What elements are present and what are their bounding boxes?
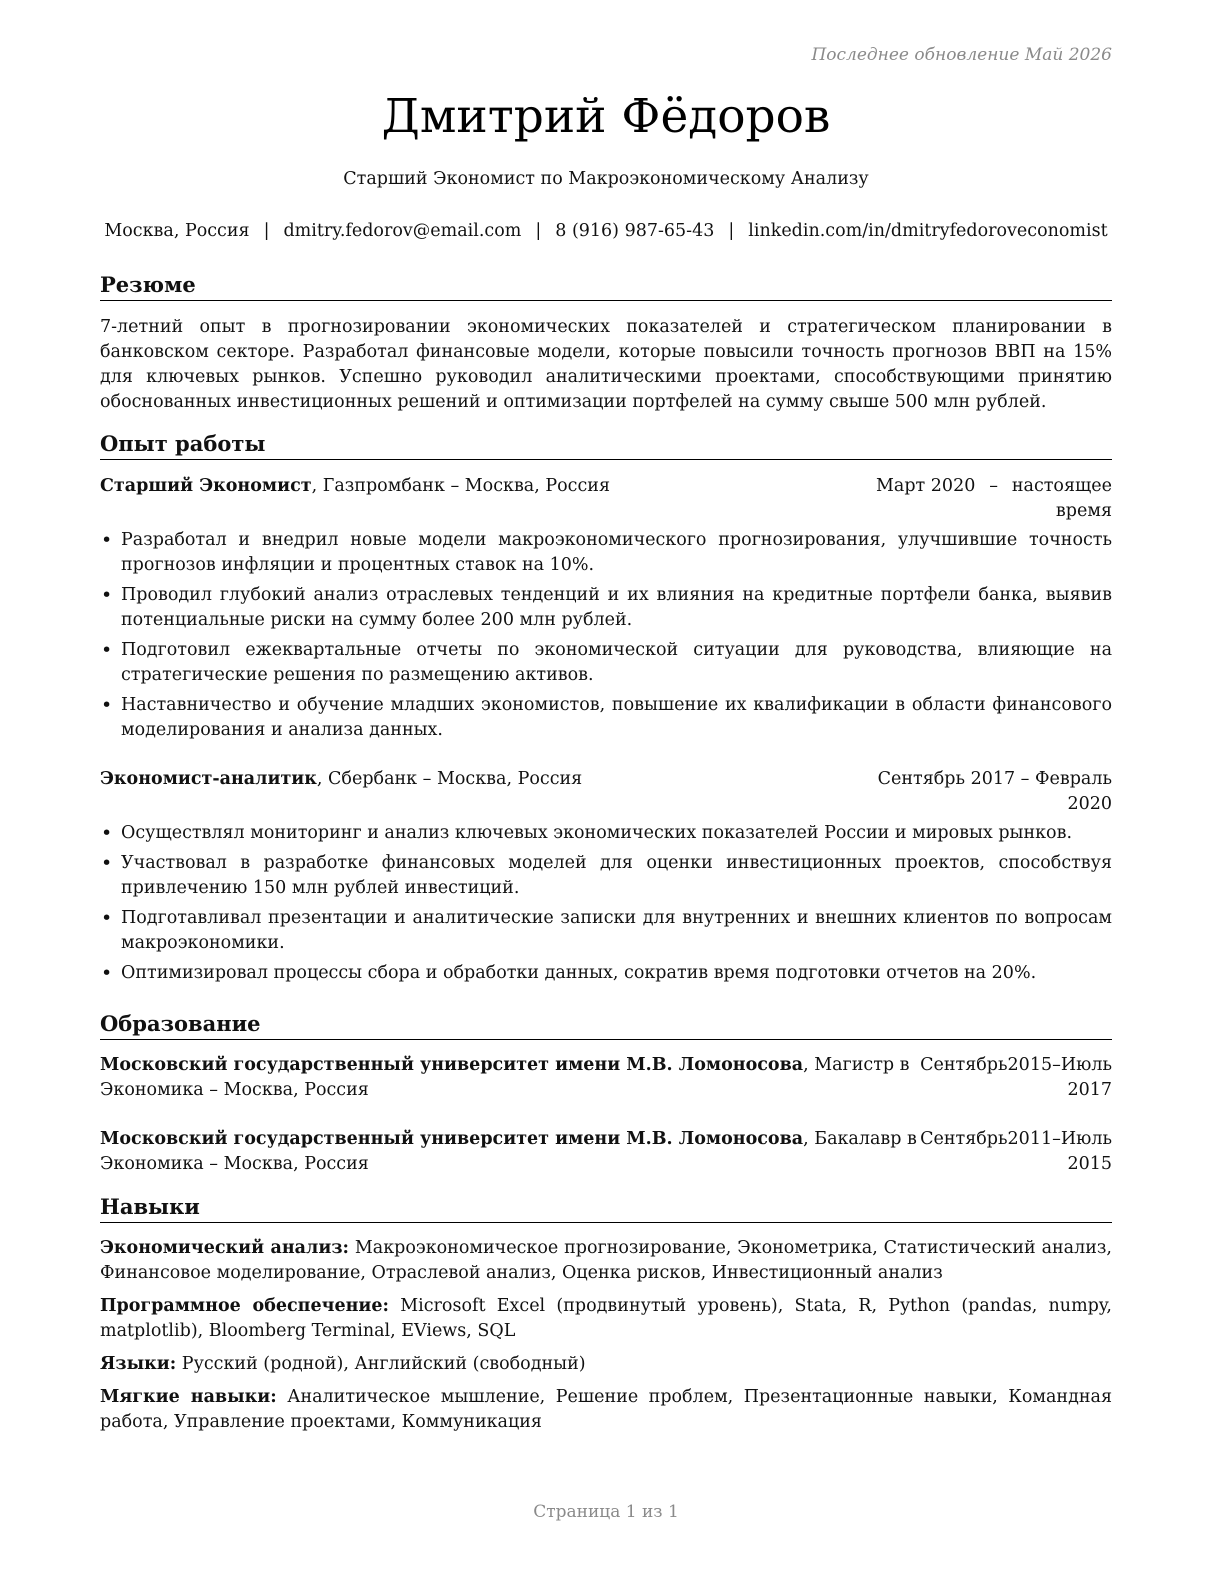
education-date-part: Июль bbox=[1060, 1129, 1112, 1149]
skill-text: Microsoft Excel (продвинутый уровень), Stata, R, Python (pandas, numpy, matplotlib), Bloomberg Terminal, EViews, SQL bbox=[100, 1296, 1112, 1341]
education-institution bbox=[100, 1127, 920, 1177]
job-header bbox=[100, 474, 1112, 524]
job-bullets bbox=[100, 821, 1112, 986]
summary-text: 7-летний опыт в прогнозировании экономических показателей и стратегическом планировании в банковском секторе. Разработал финансовые модели, которые повысили точность прогнозов ВВП на 15% для ключевых рынков. Успешно руководил аналитическими проектами, способствующими принятию обоснованных инвестиционных решений и оптимизации портфелей на сумму свыше 500 млн рублей. bbox=[100, 317, 1112, 412]
skill-item bbox=[100, 1294, 1112, 1344]
job-bullet: • Проводил глубокий анализ отраслевых тенденций и их влияния на кредитные портфели банка, выявив потенциальные риски на сумму более 200 млн рублей. bbox=[100, 583, 1112, 633]
skill-text: Макроэкономическое прогнозирование, Эконометрика, Статистический анализ, Финансовое моделирование, Отраслевой анализ, Оценка рисков, Инвестиционный анализ bbox=[100, 1238, 1112, 1283]
job-entry bbox=[100, 474, 1112, 748]
contact-location: Москва, Россия bbox=[104, 221, 250, 241]
contact-email[interactable]: dmitry.fedorov@email.com bbox=[283, 221, 522, 241]
education-entry bbox=[100, 1127, 1112, 1177]
summary-heading: Резюме bbox=[100, 271, 1112, 301]
education-entry bbox=[100, 1053, 1112, 1103]
job-bullet: • Участвовал в разработке финансовых моделей для оценки инвестиционных проектов, способствуя привлечению 150 млн рублей инвестиций. bbox=[100, 851, 1112, 901]
job-bullet: • Подготовил ежеквартальные отчеты по экономической ситуации для руководства, влияющие на стратегические решения по размещению активов. bbox=[100, 638, 1112, 688]
education-date-part: Сентябрь bbox=[920, 1055, 1008, 1075]
skill-item bbox=[100, 1385, 1112, 1435]
education-school: Московский государственный университет имени М.В. Ломоносова bbox=[100, 1129, 804, 1149]
skill-label: Языки: bbox=[100, 1354, 177, 1374]
job-position bbox=[100, 767, 876, 792]
job-date-start: Март 2020 bbox=[876, 476, 976, 496]
job-bullets bbox=[100, 528, 1112, 743]
job-bullet: • Подготавливал презентации и аналитические записки для внутренних и внешних клиентов по вопросам макроэкономики. bbox=[100, 906, 1112, 956]
job-date-end: настоящее bbox=[1011, 476, 1112, 496]
skill-text: Аналитическое мышление, Решение проблем, Презентационные навыки, Командная работа, Управление проектами, Коммуникация bbox=[100, 1387, 1112, 1432]
job-bullet: • Разработал и внедрил новые модели макроэкономического прогнозирования, улучшившие точность прогнозов инфляции и процентных ставок на 10%. bbox=[100, 528, 1112, 578]
education-date-end: 2015 bbox=[1067, 1154, 1112, 1174]
skills-list bbox=[100, 1236, 1112, 1443]
job-dates bbox=[876, 767, 1112, 817]
education-date-part: – bbox=[1052, 1129, 1061, 1149]
contact-line bbox=[96, 219, 1116, 244]
education-date-part: 2015 bbox=[1007, 1055, 1053, 1075]
education-date-end: 2017 bbox=[1067, 1080, 1112, 1100]
education-date-part: – bbox=[1052, 1055, 1061, 1075]
resume-page bbox=[100, 0, 1112, 1584]
contact-linkedin[interactable]: linkedin.com/in/dmitryfedoroveconomist bbox=[748, 221, 1108, 241]
job-role: Экономист-аналитик bbox=[100, 769, 317, 789]
job-date-line2: 2020 bbox=[1067, 794, 1112, 814]
job-date-dash: – bbox=[989, 476, 998, 496]
education-dates bbox=[920, 1127, 1112, 1177]
skill-item bbox=[100, 1352, 1112, 1377]
skill-item bbox=[100, 1236, 1112, 1286]
job-bullet: • Наставничество и обучение младших экономистов, повышение их квалификации в области финансового моделирования и анализа данных. bbox=[100, 693, 1112, 743]
skill-label: Экономический анализ: bbox=[100, 1238, 349, 1258]
education-date-part: Июль bbox=[1060, 1055, 1112, 1075]
education-heading: Образование bbox=[100, 1010, 1112, 1040]
skill-label: Мягкие навыки: bbox=[100, 1387, 277, 1407]
skill-text: Русский (родной), Английский (свободный) bbox=[176, 1354, 586, 1374]
job-org: , Сбербанк – Москва, Россия bbox=[316, 769, 583, 789]
job-org: , Газпромбанк – Москва, Россия bbox=[311, 476, 610, 496]
job-date-end-line2: время bbox=[1055, 501, 1112, 521]
contact-separator: | bbox=[728, 221, 735, 241]
job-bullet: • Оптимизировал процессы сбора и обработки данных, сократив время подготовки отчетов на 20%. bbox=[100, 961, 1112, 986]
job-header bbox=[100, 767, 1112, 817]
contact-phone[interactable]: 8 (916) 987-65-43 bbox=[555, 221, 715, 241]
skill-label: Программное обеспечение: bbox=[100, 1296, 389, 1316]
job-bullet: • Осуществлял мониторинг и анализ ключевых экономических показателей России и мировых рынков. bbox=[100, 821, 1112, 846]
page-number: Страница 1 из 1 bbox=[533, 1502, 679, 1522]
job-dates bbox=[876, 474, 1112, 524]
education-institution bbox=[100, 1053, 920, 1103]
contact-separator: | bbox=[535, 221, 542, 241]
education-degree: , Бакалавр в Экономика – Москва, Россия bbox=[100, 1129, 917, 1174]
job-date-line1: Сентябрь 2017 – Февраль bbox=[877, 769, 1112, 789]
job-position bbox=[100, 474, 876, 499]
contact-separator: | bbox=[263, 221, 270, 241]
education-dates bbox=[920, 1053, 1112, 1103]
candidate-name: Дмитрий Фёдоров bbox=[381, 89, 831, 144]
experience-heading: Опыт работы bbox=[100, 430, 1112, 460]
education-school: Московский государственный университет имени М.В. Ломоносова bbox=[100, 1055, 804, 1075]
last-updated: Последнее обновление Май 2026 bbox=[811, 45, 1112, 65]
education-date-part: Сентябрь bbox=[920, 1129, 1008, 1149]
candidate-title: Старший Экономист по Макроэкономическому Анализу bbox=[343, 169, 869, 189]
education-degree: , Магистр в Экономика – Москва, Россия bbox=[100, 1055, 910, 1100]
job-entry bbox=[100, 767, 1112, 991]
skills-heading: Навыки bbox=[100, 1193, 1112, 1223]
education-date-part: 2011 bbox=[1007, 1129, 1053, 1149]
job-role: Старший Экономист bbox=[100, 476, 312, 496]
